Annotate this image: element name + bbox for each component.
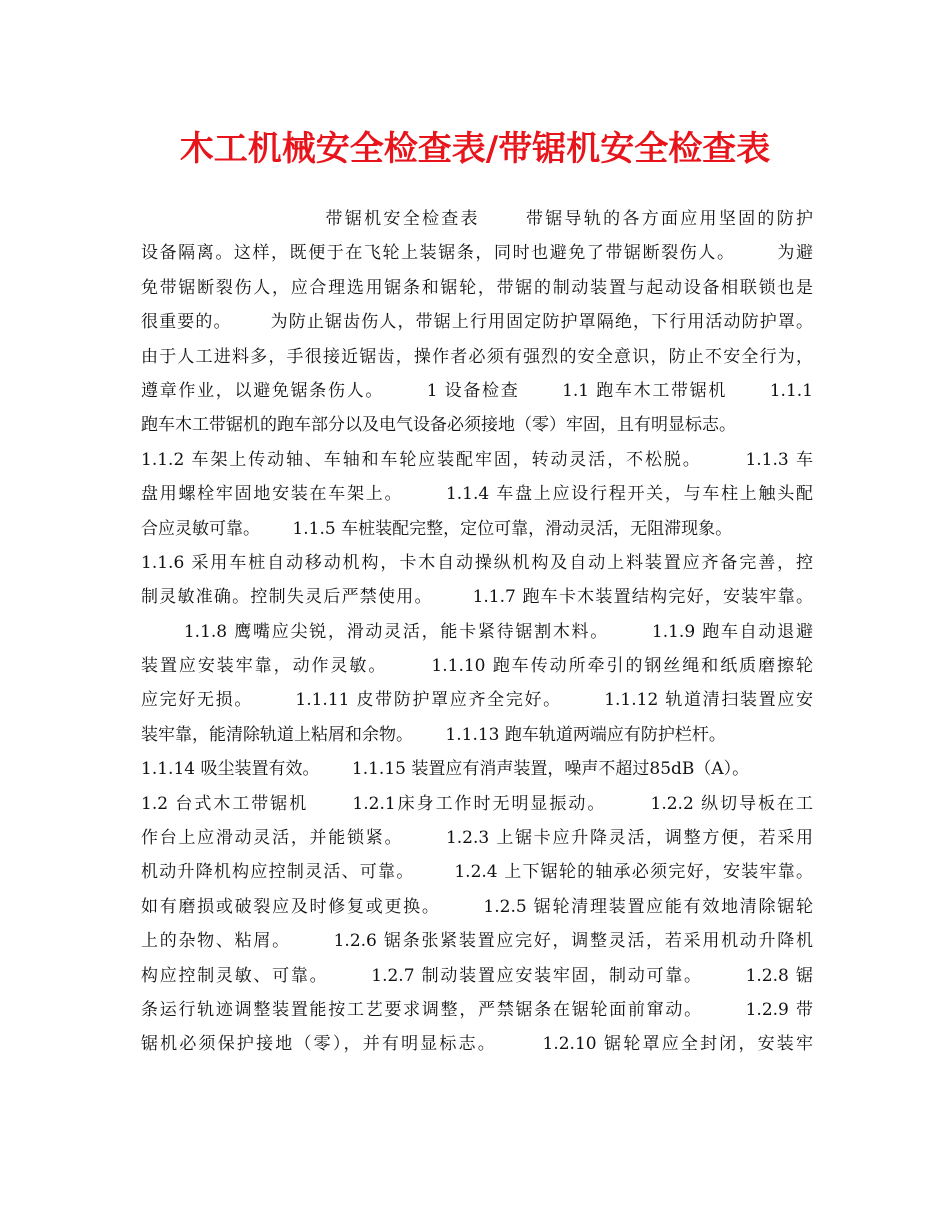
body-line: 上的杂物、粘屑。 1.2.6 锯条张紧装置应完好，调整灵活，若采用机动升降机: [141, 931, 813, 952]
body-line: 应完好无损。 1.1.11 皮带防护罩应齐全完好。 1.1.12 轨道清扫装置应安: [141, 690, 813, 711]
body-line: 免带锯断裂伤人，应合理选用锯条和锯轮，带锯的制动装置与起动设备相联锁也是: [141, 277, 813, 298]
body-line: 带锯机安全检查表 带锯导轨的各方面应用坚固的防护: [141, 209, 813, 229]
body-line: 条运行轨迹调整装置能按工艺要求调整，严禁锯条在锯轮面前窜动。 1.2.9 带: [141, 999, 813, 1020]
body-line: 作台上应滑动灵活，并能锁紧。 1.2.3 上锯卡应升降灵活，调整方便，若采用: [141, 828, 813, 849]
body-line: 1.1.14 吸尘装置有效。 1.1.15 装置应有消声装置，噪声不超过85dB（A）。: [141, 759, 750, 780]
body-line: 如有磨损或破裂应及时修复或更换。 1.2.5 锯轮清理装置应能有效地清除锯轮: [141, 896, 813, 917]
body-line: 盘用螺栓牢固地安装在车架上。 1.1.4 车盘上应设行程开关，与车柱上触头配: [141, 484, 813, 505]
body-line: 机动升降机构应控制灵活、可靠。 1.2.4 上下锯轮的轴承必须完好，安装牢靠。: [141, 862, 813, 883]
body-line: 装置应安装牢靠，动作灵敏。 1.1.10 跑车传动所牵引的钢丝绳和纸质磨擦轮: [141, 656, 813, 677]
document-title: 木工机械安全检查表/带锯机安全检查表: [179, 129, 771, 169]
body-line: 1.1.6 采用车桩自动移动机构，卡木自动操纵机构及自动上料装置应齐备完善，控: [141, 552, 813, 573]
body-line: 1.1.8 鹰嘴应尖锐，滑动灵活，能卡紧待锯割木料。 1.1.9 跑车自动退避: [141, 621, 813, 642]
body-line: 1.1.2 车架上传动轴、车轴和车轮应装配牢固，转动灵活，不松脱。 1.1.3 车: [141, 449, 813, 470]
body-line: 锯机必须保护接地（零），并有明显标志。 1.2.10 锯轮罩应全封闭，安装牢: [141, 1034, 813, 1055]
body-line: 合应灵敏可靠。 1.1.5 车桩装配完整，定位可靠，滑动灵活，无阻滞现象。: [141, 518, 733, 539]
body-line: 1.2 台式木工带锯机 1.2.1床身工作时无明显振动。 1.2.2 纵切导板在工: [141, 793, 813, 814]
body-line: 很重要的。 为防止锯齿伤人，带锯上行用固定防护罩隔绝，下行用活动防护罩。: [141, 312, 813, 333]
body-line: 跑车木工带锯机的跑车部分以及电气设备必须接地（零）牢固，且有明显标志。: [141, 415, 736, 436]
body-line: 由于人工进料多，手很接近锯齿，操作者必须有强烈的安全意识，防止不安全行为，: [141, 346, 813, 367]
body-line: 制灵敏准确。控制失灵后严禁使用。 1.1.7 跑车卡木装置结构完好，安装牢靠。: [141, 587, 813, 608]
body-line: 设备隔离。这样，既便于在飞轮上装锯条，同时也避免了带锯断裂伤人。 为避: [141, 243, 813, 264]
body-line: 构应控制灵敏、可靠。 1.2.7 制动装置应安装牢固，制动可靠。 1.2.8 锯: [141, 965, 813, 986]
body-line: 遵章作业，以避免锯条伤人。 1 设备检查 1.1 跑车木工带锯机 1.1.1: [141, 380, 813, 401]
document-body: [141, 202, 813, 1062]
body-line: 装牢靠，能清除轨道上粘屑和余物。 1.1.13 跑车轨道两端应有防护栏杆。: [141, 724, 726, 745]
